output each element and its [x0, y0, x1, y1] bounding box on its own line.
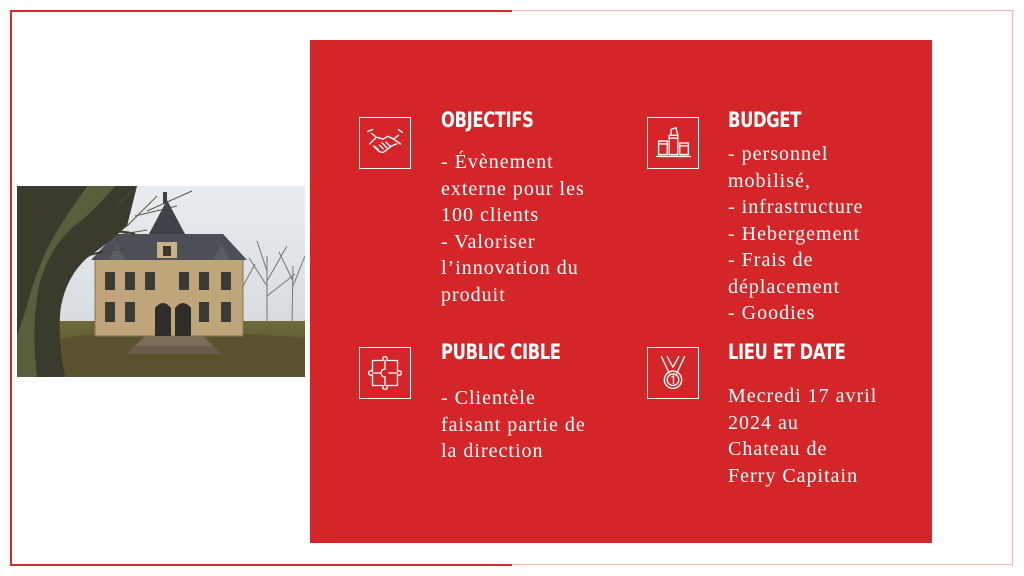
objectifs-line: externe pour les — [441, 177, 585, 200]
fists-raised-icon — [647, 117, 699, 169]
chateau-photo — [17, 186, 305, 377]
objectifs-list — [441, 149, 585, 308]
budget-line: - personnel — [728, 143, 829, 165]
budget-line: - Hebergement — [728, 222, 861, 245]
public-cible-line: la direction — [441, 440, 544, 462]
lieu-date-line: Ferry Capitain — [728, 464, 859, 487]
public-cible-line: - Clientèle — [441, 387, 536, 409]
budget-line: mobilisé, — [728, 169, 811, 192]
public-cible-line: faisant partie de — [441, 413, 586, 436]
objectifs-line: - Évènement — [441, 151, 554, 173]
lieu-date-line: Mecredi 17 avril — [728, 385, 878, 407]
puzzle-icon — [359, 347, 411, 399]
lieu-date-heading: LIEU ET DATE — [728, 340, 846, 364]
frame-bottom-line-faint — [512, 564, 1013, 565]
objectifs-line: l’innovation du — [441, 257, 579, 279]
objectifs-heading: OBJECTIFS — [441, 108, 534, 132]
objectifs-line: produit — [441, 283, 506, 306]
info-panel — [310, 40, 932, 543]
budget-line: - Goodies — [728, 302, 816, 324]
medal-icon — [647, 347, 699, 399]
frame-top-line-faint — [512, 10, 1014, 11]
frame-left-line — [10, 10, 12, 566]
budget-heading: BUDGET — [728, 108, 801, 132]
lieu-date-line: 2024 au — [728, 411, 799, 434]
frame-bottom-line — [10, 564, 512, 566]
handshake-icon — [359, 117, 411, 169]
budget-line: - Frais de — [728, 249, 814, 271]
budget-line: - infrastructure — [728, 196, 864, 218]
frame-top-line — [10, 10, 512, 12]
lieu-date-line: Chateau de — [728, 438, 828, 460]
public-cible-heading: PUBLIC CIBLE — [441, 340, 561, 364]
objectifs-line: 100 clients — [441, 204, 540, 226]
objectifs-line: - Valoriser — [441, 230, 536, 253]
budget-list — [728, 141, 863, 327]
lieu-date-list — [728, 383, 877, 489]
budget-line: déplacement — [728, 275, 841, 298]
frame-right-line — [1012, 10, 1013, 566]
public-cible-list — [441, 385, 586, 465]
